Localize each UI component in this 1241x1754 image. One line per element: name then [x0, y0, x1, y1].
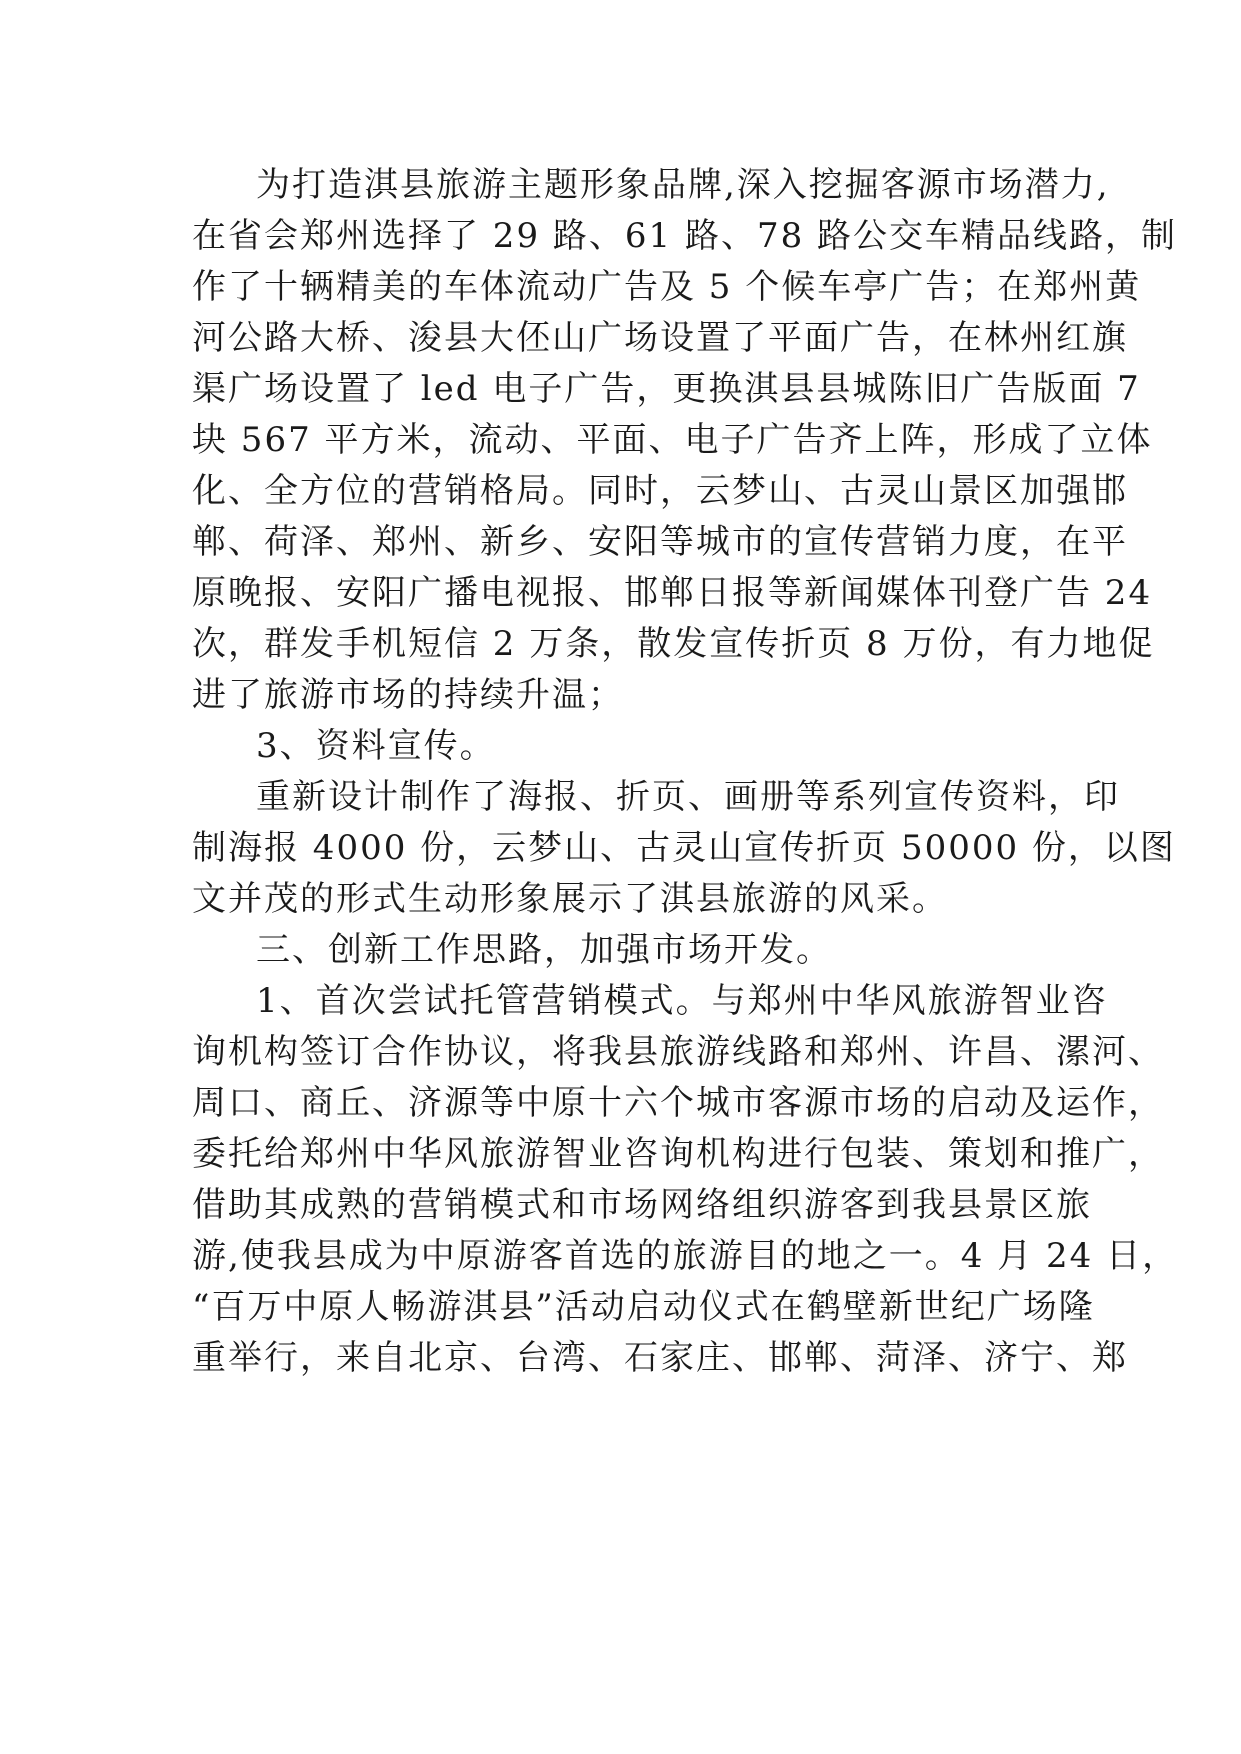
text-line: 询机构签订合作协议，将我县旅游线路和郑州、许昌、漯河、: [192, 1032, 1164, 1072]
text-line: 块 567 平方米，流动、平面、电子广告齐上阵，形成了立体: [192, 420, 1153, 460]
text-line: 借助其成熟的营销模式和市场网络组织游客到我县景区旅: [192, 1185, 1092, 1225]
text-line: 重新设计制作了海报、折页、画册等系列宣传资料，印: [256, 777, 1120, 817]
text-line: 原晚报、安阳广播电视报、邯郸日报等新闻媒体刊登广告 24: [192, 573, 1153, 613]
text-line: 进了旅游市场的持续升温；: [192, 675, 624, 715]
text-line: 制海报 4000 份，云梦山、古灵山宣传折页 50000 份，以图: [192, 828, 1176, 868]
text-line: 次，群发手机短信 2 万条，散发宣传折页 8 万份，有力地促: [192, 624, 1155, 664]
text-line: 渠广场设置了 led 电子广告，更换淇县县城陈旧广告版面 7: [192, 369, 1141, 409]
text-line: 3、资料宣传。: [256, 726, 496, 766]
text-line: 为打造淇县旅游主题形象品牌,深入挖掘客源市场潜力,: [256, 165, 1110, 205]
text-line: 化、全方位的营销格局。同时，云梦山、古灵山景区加强邯: [192, 471, 1128, 511]
text-line: 委托给郑州中华风旅游智业咨询机构进行包装、策划和推广，: [192, 1134, 1164, 1174]
text-line: 作了十辆精美的车体流动广告及 5 个候车亭广告；在郑州黄: [192, 267, 1142, 307]
text-line: 1、首次尝试托管营销模式。与郑州中华风旅游智业咨: [256, 981, 1108, 1021]
text-line: 在省会郑州选择了 29 路、61 路、78 路公交车精品线路，制: [192, 216, 1178, 256]
text-line: 河公路大桥、浚县大伾山广场设置了平面广告，在林州红旗: [192, 318, 1128, 358]
text-line: 郸、荷泽、郑州、新乡、安阳等城市的宣传营销力度，在平: [192, 522, 1128, 562]
text-line: “百万中原人畅游淇县”活动启动仪式在鹤壁新世纪广场隆: [192, 1287, 1095, 1327]
document-body: [192, 160, 1179, 1384]
text-line: 三、创新工作思路，加强市场开发。: [256, 930, 832, 970]
text-line: 重举行，来自北京、台湾、石家庄、邯郸、菏泽、济宁、郑: [192, 1338, 1128, 1378]
text-line: 文并茂的形式生动形象展示了淇县旅游的风采。: [192, 879, 948, 919]
text-line: 周口、商丘、济源等中原十六个城市客源市场的启动及运作，: [192, 1083, 1164, 1123]
text-line: 游,使我县成为中原游客首选的旅游目的地之一。4 月 24 日，: [192, 1236, 1179, 1276]
